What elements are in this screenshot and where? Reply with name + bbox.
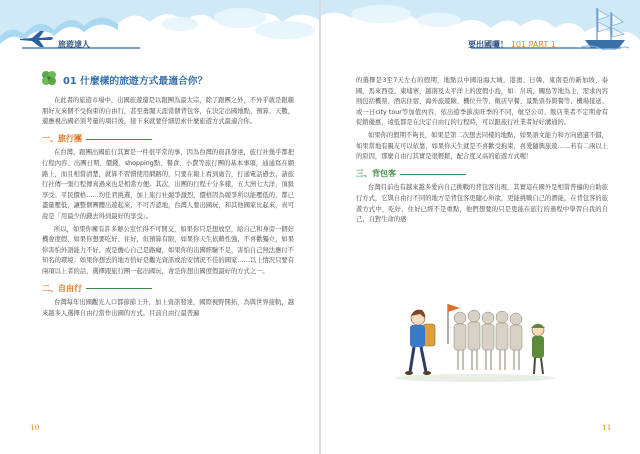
- section-tour-group-title: 一、旅行團: [42, 133, 82, 143]
- heading-rule: [86, 139, 152, 140]
- chapter-title: 01 什麼樣的旅遊方式最適合你？: [63, 76, 208, 87]
- tour-group-paragraph-1: 在台灣，跟團出國旅行其實是一件很平常的事，因為台灣的資訊發達，旅行社幾乎都把行程內容、出團日期、價錢、shopping點、餐食、小費等旅行團的基本事項，通通寫在網路上，而且相當清楚，就算不習慣使用網路的，只要在報上看到廣告，打通電話過去，請旅行社傳一張行程傳真過來也是相當方便。其次，出團的行程十分多樣，五大洲七大洋，頂級享受、平民價格……均任君挑選，加上旅行社競爭激烈，價格因為競爭所以能壓低的，都已盡量壓低，讓整個團體出遊起來，不可否認地，台灣人要出國玩，和其他國家比起來，真可說是「用最少的錢去得到最好的享受」。: [42, 149, 294, 220]
- intro-paragraph: 在此書的旅遊市場中，出國旅遊還是以跟團為最大宗，除了跟團之外，不外乎就是跟親朋好友來個不受拘束的自由行，甚至勇闖天涯當個背包客，在決定出國地點、預算、天數，還應視出國必須考量的項目後，接下來就要仔細思索什麼旅遊方式最適合你。: [42, 97, 294, 126]
- right-header-main: 要出國囉！: [468, 40, 508, 49]
- chapter-heading: [40, 70, 207, 90]
- right-header-title: [468, 39, 556, 50]
- section-backpacker-title: 三、背包客: [356, 168, 396, 178]
- section-independent-travel-heading: [42, 284, 294, 295]
- section-independent-travel-title: 二、自由行: [42, 283, 82, 293]
- backpacker-paragraph-1: 台灣目前也有越來越多愛向自己挑戰的背包客出現，其實這在國外是相當普遍的自助旅行方式，它與自由行不同的地方是背包客更隨心所欲，更能挑戰自己的潛能，在背包客的旅遊方式中，吃好、住好已經不是重點，他們想要的只是更能在旅行的過程中學習自我的自己，自對生命的感: [356, 184, 608, 224]
- left-header-title: 旅遊達人: [58, 40, 90, 49]
- section-tour-group-heading: [42, 134, 294, 145]
- heading-rule: [86, 288, 152, 289]
- left-header-clouds: [0, 0, 319, 58]
- right-header-part: 101 PART 1: [510, 40, 556, 49]
- book-gutter: [319, 0, 321, 454]
- backpacker-illustration: [390, 300, 560, 382]
- four-leaf-clover-icon: [40, 69, 58, 91]
- left-page-number: 10: [30, 423, 40, 432]
- left-page-header: [0, 0, 319, 58]
- independent-travel-paragraph-2: 的選擇是3至7天左右的假期，地點以中國沿海大城、港澳、日韓、東南亞的新加坡、泰國，馬來西亞、柬埔寨，越南及太平洋上的度假小島，如：帛琉、關島等地為主，需求內容則包括機票、酒店住宿、海外旅遊險、機位升等、飯店早餐、景點票券與餐等、機場接送、或一日city tour等加值內容，依出遊季節淡旺季的不同，航空公司、飯店業者不定期會有促銷優惠，遠低都是在決定自由行的行程時，可以跟旅行社業者好好溝通的。: [356, 77, 608, 127]
- right-page-body: [356, 76, 608, 228]
- left-page-body: [42, 96, 294, 321]
- tour-group-paragraph-2: 所以，如果你擁有許多辦公室忙得不可開交，如果你只是想放空，給自己和身旁一個好機會度假，如果你想要吃好、住好，但預算有限，如果你天生依賴性強，不喜歡獨立，如果你害怕外語能力不好，或是擔心自己是路癡，如果你的出國經驗不足，害怕自己無法應付不知名的環境；如果你想去的地方恰好是觀光資訊或治安情況不佳的國家……以上情況只要有兩項以上者的話，選擇跟旅行團一起出國玩，會是你想出國度假最好的方式之一。: [42, 225, 294, 275]
- heading-rule: [400, 174, 466, 175]
- right-page-header: [321, 0, 640, 58]
- independent-travel-paragraph-1: 台灣每年出國觀光人口都節節上升，加上資訊發達，國際視野開拓，為與世界接軌，越來越多人選擇自由行當作出國的方式。目前自由行最普遍: [42, 299, 294, 317]
- right-page-number: 11: [602, 423, 612, 432]
- independent-travel-paragraph-3: 如果你的假期不夠長，如果是第二次想去同樣的地點，如果語文能力和方向感還不錯，如果當地有親友可以依靠，如果你天生就是不喜歡受拘束，喜愛隨興旅遊……若有二兩以上的原因，那麼自由行其實是很輕鬆，配合度又高的旅遊方式喔！: [356, 131, 608, 161]
- section-backpacker-heading: [356, 169, 608, 180]
